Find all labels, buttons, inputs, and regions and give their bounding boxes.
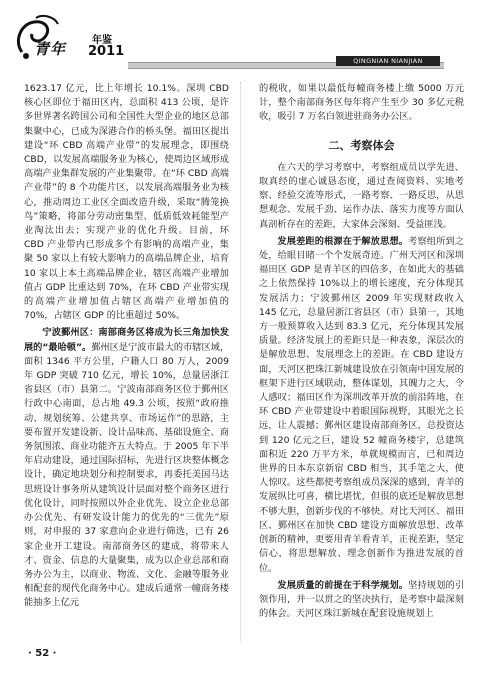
right-paragraph-4-body: 坚持规划的引领作用，并一以贯之的坚决执行，是考察中最深刻的体会。天河区珠江新城在配套设施规划上 xyxy=(259,579,465,620)
right-paragraph-3-lead: 发展差距的根源在于解放思想。 xyxy=(277,235,409,247)
column-divider xyxy=(240,82,241,642)
header-logo xyxy=(12,12,130,64)
left-paragraph-2 xyxy=(24,326,229,610)
right-paragraph-3 xyxy=(259,235,464,576)
right-column xyxy=(259,82,464,624)
section-heading: 二、考察体会 xyxy=(328,138,395,152)
header-tag: QINGNIAN NIANJIAN xyxy=(336,56,440,66)
left-paragraph-2-body: 鄞州区是宁波市最大的市辖区域，面积 1346 平方公里，户籍人口 80 万人，2009 年 GDP 突破 710 亿元，增长 10%，总量居浙江省县区（市）县第二。宁波南部商务区位于鄞州区行政中心南面，总占地 49.3 公顷，按照“政府推动、规划统筹、公建共享、市场运作”的思路，主要布置开发建设新、设计品味高、基础设施全、商务氛围浓、商业功能齐五大特点。于 2005 年下半年启动建设，通过国际招标，先进行区块整体概念设计，确定地块划分和控制要求，再委托美国马达思班设计事务所从建筑设计层面对整个商务区进行优化设计，同时按照以外企业优先、设立企业总部办公优先、有研发设计能力的优先的“三优先”原则，对申报的 37 家意向企业进行筛选，已有 26 家企业开工建设。南部商务区的建成，将带来人才、资金、信息的大量聚集，成为以企业总部和商务办公为主，以商业、物流、文化、金融等服务业相配套的现代化商务中心。建成后通常一幢商务楼能抽多上亿元 xyxy=(24,341,230,609)
brand-title: 青年 xyxy=(34,40,67,58)
year-label: 2011 xyxy=(88,44,125,59)
right-paragraph-4-lead: 发展质量的前提在于科学规划。 xyxy=(277,579,409,591)
right-paragraph-3-body: 考察组所到之处，给眼目睹一个个发展奇迹。广州天河区和深圳福田区 GDP 是青羊区的四倍多，在如此大的基础之上依然保持 10%以上的增长速度，充分体现其发展活力；宁波鄞州区 2009 年实现财政收入 145 亿元，总量居浙江省县区（市）县第一，其地方一般预算收入达到 83.3 亿元，充分体现其发展质量。经济发展上的差距只是一种表象，深层次的是解放思想、发展理念上的差距。在 CBD 建设方面，天河区把珠江新城建设放在引领南中国发展的框架下进行区域联动，整体谋划，其魄力之大，令人感叹；福田区作为深圳改革开放的前沿阵地，在环 CBD 产业带建设中着眼国际视野，其眼光之长远，让人震撼；鄞州区建设南部商务区，总投资达到 120 亿元之巨，建设 52 幢商务楼宇，总建筑面积近 220 万平方米，单就规模而言，已和周边世界的日本东京新宿 CBD 相当，其手笔之大，使人惊叹。这些都使考察组成员深深的感到，青羊的发展纵比可喜，横比堪忧，但很的底还是解放思想不够大胆，创新步伐的不够快。对比天河区、福田区、鄞州区在加快 CBD 建设方面解放思想、改革创新的精神，更要用青羊看青羊，正视差距，坚定信心，将思想解放、理念创新作为推进发展的首位。 xyxy=(259,235,465,574)
left-paragraph-2-lead: 宁波鄞州区：南部商务区将成为长三角加快发展的“最哈顿”。 xyxy=(24,327,229,353)
right-paragraph-1: 的税收，如果以最低每幢商务楼上缴 5000 万元计，整个南部商务区每年将产生至少 30 多亿元税收，吸引 7 万名白领进驻商务办公区。 xyxy=(259,83,464,123)
left-paragraph-1: 1623.17 亿元，比上年增长 10.1%。深圳 CBD 核心区即位于福田区内，总面积 413 公顷，是许多世界著名跨国公司和全国性大型企业的地区总部集聚中心，已成为深港合作的桥头堡。福田区提出建设“环 CBD 高端产业带”的发展理念，即围绕 CBD，以发展高端服务业为核心，使周边区域形成高端产业集群发展的产业集聚带。在“环 CBD 高端产业带”的 8 个功能片区，以发展高端服务业为核心，推动周边工业区全面改造升级，采取“腾笼换鸟”策略，将部分劳动密集型、低质低效耗能型产业淘汰出去；实现产业的优化升级。目前，环 CBD 产业带内已形成多个有影响的高端产业，集聚 50 家以上有较大影响力的高端品牌企业，培育 10 家以上本土高端品牌企业，辖区高端产业增加值占 GDP 比重达到 70%，在环 CBD 产业带实现的高端产业增加值占辖区高端产业增加值的 70%，占辖区 GDP 的比重超过 50%。 xyxy=(24,83,229,322)
right-paragraph-2: 在六天的学习考察中，考察组成员以学先进、取真经的虚心诚恳态度，通过查阅资料、实地考察、经验交流等形式，一路考察、一路反思，从思想观念、发展千劲、运作办法、落实力度等方面认真剖析存在的差距，大家体会深刻、受益匪浅。 xyxy=(259,161,464,230)
right-paragraph-4 xyxy=(259,579,464,622)
page-number: · 52 · xyxy=(28,648,57,659)
yearbook-label: 年鉴 xyxy=(92,35,112,46)
left-column xyxy=(24,82,229,614)
